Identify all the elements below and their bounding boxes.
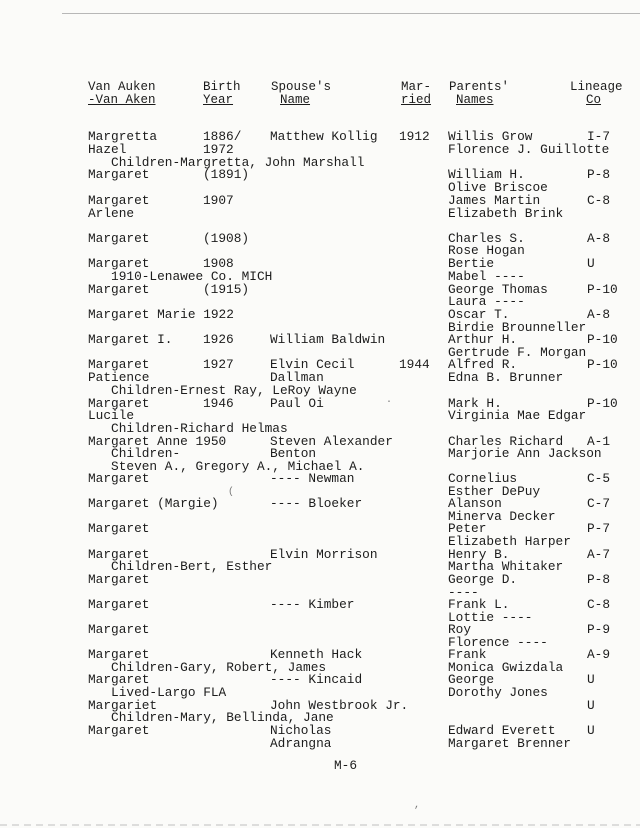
entry-birth-year: 1926 <box>203 332 234 347</box>
entry-name: Children-Richard Helmas <box>88 421 288 436</box>
header-surname-variant: -Van Aken <box>88 93 156 107</box>
header-parents: Parents' <box>449 80 510 94</box>
entry-name: Lucile <box>88 408 135 423</box>
header-lineage-code: Co <box>586 93 602 107</box>
scan-speck: ( <box>228 487 235 498</box>
scan-bottom-edge <box>0 824 640 826</box>
entry-parent: Edna B. Brunner <box>448 370 564 385</box>
entry-parent: Lottie ---- <box>448 610 533 625</box>
top-edge-line <box>62 13 640 14</box>
entry-lineage: P-10 <box>587 396 618 411</box>
header-spouse: Spouse's <box>271 80 332 94</box>
entry-spouse: Elvin Morrison <box>270 547 378 562</box>
entry-lineage: A-1 <box>587 434 611 449</box>
entry-parent: Oscar T. <box>448 307 510 322</box>
entry-birth-year: 1908 <box>203 256 234 271</box>
entry-name: Margaret <box>88 282 150 297</box>
entry-parent: James Martin <box>448 193 541 208</box>
entry-lineage: P-7 <box>587 521 611 536</box>
entry-spouse: Nicholas <box>270 723 332 738</box>
entry-lineage: P-8 <box>587 167 611 182</box>
entry-parent: Birdie Brounneller <box>448 320 587 335</box>
scan-speck: , <box>414 800 421 811</box>
entry-lineage: U <box>587 672 595 687</box>
entry-name: Children-Ernest Ray, LeRoy Wayne <box>88 383 357 398</box>
entry-lineage: P-8 <box>587 572 611 587</box>
entry-parent: Monica Gwizdala <box>448 660 564 675</box>
entry-lineage: U <box>587 256 595 271</box>
entry-parent: Martha Whitaker <box>448 559 564 574</box>
entry-spouse: Elvin Cecil <box>270 357 355 372</box>
entry-name: Children- <box>88 446 181 461</box>
header-married-2: ried <box>401 93 432 107</box>
entry-birth-year: (1915) <box>203 282 250 297</box>
entry-lineage: P-10 <box>587 332 618 347</box>
entry-birth-year: (1891) <box>203 167 250 182</box>
entry-parent: Roy <box>448 622 472 637</box>
entry-parent: George D. <box>448 572 518 587</box>
entry-parent: Willis Grow <box>448 129 533 144</box>
entry-lineage: A-8 <box>587 307 611 322</box>
entry-spouse: ---- Bloeker <box>270 496 363 511</box>
entry-name: Margariet <box>88 698 158 713</box>
entry-name: Hazel <box>88 142 127 157</box>
entry-name: Patience <box>88 370 150 385</box>
entry-name: Margaret <box>88 547 150 562</box>
entry-name: Margaret <box>88 396 150 411</box>
entry-lineage: C-7 <box>587 496 611 511</box>
header-lineage: Lineage <box>570 80 623 94</box>
entry-spouse: ---- Kimber <box>270 597 355 612</box>
entry-name: Margaret <box>88 622 150 637</box>
header-spouse-name: Name <box>280 93 311 107</box>
entry-parent: Margaret Brenner <box>448 736 571 751</box>
entry-parent: Alfred R. <box>448 357 518 372</box>
entry-name: Margaret <box>88 256 150 271</box>
entry-birth-year: 1927 <box>203 357 234 372</box>
entry-parent: Virginia Mae Edgar <box>448 408 587 423</box>
header-parents-names: Names <box>456 93 494 107</box>
entry-lineage: I-7 <box>587 129 611 144</box>
entry-parent: Mabel ---- <box>448 269 525 284</box>
entry-parent: Frank L. <box>448 597 510 612</box>
entry-parent: Marjorie Ann Jackson <box>448 446 602 461</box>
entry-name: Margaret Anne 1950 <box>88 434 227 449</box>
entry-parent: Olive Briscoe <box>448 180 548 195</box>
entry-name: Children-Bert, Esther <box>88 559 273 574</box>
entry-name: Margaret <box>88 521 150 536</box>
entry-name: Children-Margretta, John Marshall <box>88 155 365 170</box>
header-married: Mar- <box>401 80 432 94</box>
entry-name: Children-Mary, Bellinda, Jane <box>88 710 334 725</box>
entry-lineage: P-10 <box>587 357 618 372</box>
header-birth: Birth <box>203 80 241 94</box>
entry-parent: Arthur H. <box>448 332 518 347</box>
entry-parent: Florence ---- <box>448 635 548 650</box>
entry-parent: Florence J. Guillotte <box>448 142 610 157</box>
entry-parent: Esther DePuy <box>448 484 541 499</box>
entry-spouse: Paul Oi <box>270 396 324 411</box>
entry-birth-year: (1908) <box>203 231 250 246</box>
scan-speck: . <box>386 395 393 406</box>
entry-parent: Laura ---- <box>448 294 525 309</box>
entry-name: Margaret <box>88 231 150 246</box>
entry-married-year: 1912 <box>399 129 430 144</box>
entry-parent: ---- <box>448 585 479 600</box>
page-number: M-6 <box>334 758 358 773</box>
entry-name: Margaret Marie 1922 <box>88 307 234 322</box>
entry-parent: Dorothy Jones <box>448 685 548 700</box>
entry-parent: Alanson <box>448 496 502 511</box>
entry-name: Margaret <box>88 167 150 182</box>
entry-parent: Elizabeth Harper <box>448 534 571 549</box>
entry-parent: Elizabeth Brink <box>448 206 564 221</box>
entry-spouse: Benton <box>270 446 317 461</box>
entry-parent: Minerva Decker <box>448 509 556 524</box>
entry-lineage: C-8 <box>587 597 611 612</box>
entry-name: Margaret <box>88 723 150 738</box>
entry-lineage: A-7 <box>587 547 611 562</box>
entry-name: Margaret (Margie) <box>88 496 219 511</box>
entry-name: Margaret <box>88 193 150 208</box>
entry-parent: Bertie <box>448 256 495 271</box>
entry-lineage: U <box>587 723 595 738</box>
entry-name: Margaret <box>88 572 150 587</box>
entry-parent: George Thomas <box>448 282 548 297</box>
entry-lineage: U <box>587 698 595 713</box>
entry-spouse: Kenneth Hack <box>270 647 363 662</box>
entry-lineage: A-9 <box>587 647 611 662</box>
entry-lineage: C-5 <box>587 471 611 486</box>
entry-parent: Peter <box>448 521 487 536</box>
entry-married-year: 1944 <box>399 357 430 372</box>
entry-name: Margretta <box>88 129 158 144</box>
entry-lineage: A-8 <box>587 231 611 246</box>
entry-spouse: ---- Newman <box>270 471 355 486</box>
entry-name: Arlene <box>88 206 135 221</box>
entry-birth-year: 1946 <box>203 396 234 411</box>
header-surname: Van Auken <box>88 80 156 94</box>
entry-birth-year: 1886/ <box>203 129 242 144</box>
entry-parent: William H. <box>448 167 525 182</box>
entry-parent: Rose Hogan <box>448 243 525 258</box>
entry-name: Margaret I. <box>88 332 173 347</box>
entry-name: Steven A., Gregory A., Michael A. <box>88 459 365 474</box>
entry-lineage: P-10 <box>587 282 618 297</box>
entry-name: Lived-Largo FLA <box>88 685 227 700</box>
entry-parent: Mark H. <box>448 396 502 411</box>
entry-spouse: Steven Alexander <box>270 434 393 449</box>
entry-name: Margaret <box>88 647 150 662</box>
entry-parent: Frank <box>448 647 487 662</box>
entry-name: Margaret <box>88 597 150 612</box>
entry-spouse: ---- Kincaid <box>270 672 363 687</box>
entry-spouse: Adrangna <box>270 736 332 751</box>
entry-parent: Cornelius <box>448 471 518 486</box>
entry-parent: Charles Richard <box>448 434 564 449</box>
entry-parent: George <box>448 672 495 687</box>
entry-name: Margaret <box>88 672 150 687</box>
entry-parent: Gertrude F. Morgan <box>448 345 587 360</box>
entry-lineage: C-8 <box>587 193 611 208</box>
entry-name: Margaret <box>88 471 150 486</box>
entry-lineage: P-9 <box>587 622 611 637</box>
entry-spouse: John Westbrook Jr. <box>270 698 409 713</box>
entry-name: 1910-Lenawee Co. MICH <box>88 269 273 284</box>
entry-parent: Henry B. <box>448 547 510 562</box>
entry-name: Margaret <box>88 357 150 372</box>
entry-spouse: Dallman <box>270 370 324 385</box>
entry-parent: Edward Everett <box>448 723 556 738</box>
entry-name: Children-Gary, Robert, James <box>88 660 327 675</box>
entry-parent: Charles S. <box>448 231 525 246</box>
entry-spouse: Matthew Kollig <box>270 129 378 144</box>
entry-birth-year: 1907 <box>203 193 234 208</box>
entry-birth-year: 1972 <box>203 142 234 157</box>
header-year: Year <box>203 93 234 107</box>
entry-spouse: William Baldwin <box>270 332 386 347</box>
